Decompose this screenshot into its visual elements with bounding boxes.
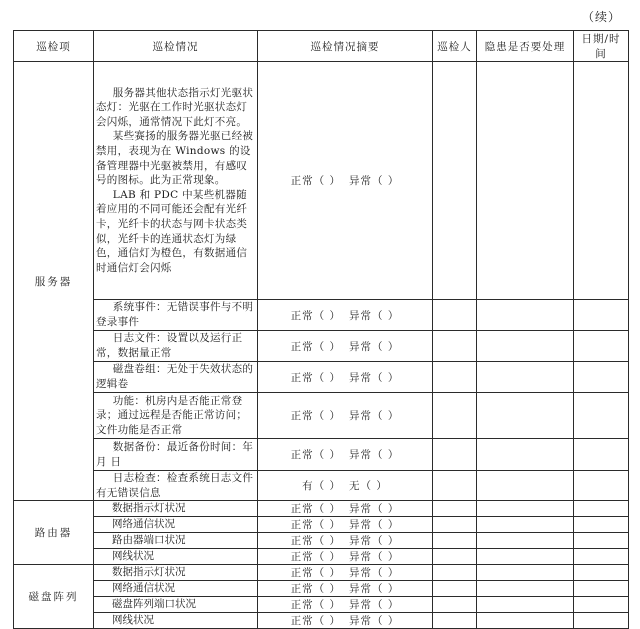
datetime-cell[interactable] [574, 549, 629, 565]
condition-text: 日志检查：检查系统日志文件有无错误信息 [96, 472, 254, 499]
condition-cell: 网络通信状况 [94, 581, 258, 597]
summary-cell [258, 549, 433, 565]
condition-cell [94, 393, 258, 439]
table-row [14, 549, 629, 565]
condition-cell [94, 331, 258, 362]
datetime-cell[interactable] [574, 581, 629, 597]
table-row [14, 300, 629, 331]
summary-cell [258, 501, 433, 517]
condition-cell: 路由器端口状况 [94, 533, 258, 549]
abnormal-option[interactable]: 异常（ ） [349, 503, 400, 516]
hazard-cell[interactable] [477, 597, 574, 613]
hazard-cell[interactable] [477, 581, 574, 597]
inspector-cell[interactable] [433, 300, 477, 331]
summary-cell [258, 533, 433, 549]
table-row [14, 501, 629, 517]
normal-option[interactable]: 正常（ ） [290, 551, 341, 564]
abnormal-option[interactable]: 异常（ ） [349, 309, 400, 322]
no-option[interactable]: 无（ ） [349, 480, 388, 493]
datetime-cell[interactable] [574, 439, 629, 471]
condition-text: 数据备份：最近备份时间：年 月 日 [96, 440, 254, 468]
hazard-cell[interactable] [477, 613, 574, 629]
hazard-cell[interactable] [477, 533, 574, 549]
hazard-cell[interactable] [477, 471, 574, 501]
header-inspector: 巡检人 [433, 31, 477, 62]
condition-paragraph: 某些赛扬的服务器光驱已经被禁用，表现为在 Windows 的设备管理器中光驱被禁用，有感叹号的图标。此为正常现象。 [96, 130, 254, 187]
item-server: 服务器 [14, 62, 94, 501]
condition-text: 功能：机房内是否能正常登录；通过远程是否能正常访问；文件功能是否正常 [96, 394, 248, 436]
header-condition: 巡检情况 [94, 31, 258, 62]
abnormal-option[interactable]: 异常（ ） [349, 535, 400, 548]
condition-cell [94, 362, 258, 393]
summary-cell [258, 331, 433, 362]
header-item: 巡检项 [14, 31, 94, 62]
condition-cell: 数据指示灯状况 [94, 565, 258, 581]
inspector-cell[interactable] [433, 533, 477, 549]
inspector-cell[interactable] [433, 439, 477, 471]
table-row [14, 597, 629, 613]
condition-cell [94, 62, 258, 300]
hazard-cell[interactable] [477, 565, 574, 581]
header-hazard: 隐患是否要处理 [477, 31, 574, 62]
summary-cell [258, 362, 433, 393]
inspector-cell[interactable] [433, 471, 477, 501]
condition-text: 系统事件：无错误事件与不明登录事件 [96, 301, 254, 328]
inspector-cell[interactable] [433, 517, 477, 533]
condition-cell: 磁盘阵列端口状况 [94, 597, 258, 613]
datetime-cell[interactable] [574, 300, 629, 331]
datetime-cell[interactable] [574, 517, 629, 533]
normal-option[interactable]: 正常（ ） [290, 309, 341, 322]
header-row [14, 31, 629, 62]
normal-option[interactable]: 正常（ ） [290, 175, 341, 187]
inspector-cell[interactable] [433, 597, 477, 613]
condition-cell: 网线状况 [94, 613, 258, 629]
normal-option[interactable]: 正常（ ） [290, 535, 341, 548]
table-row [14, 471, 629, 501]
header-datetime: 日期/时间 [574, 31, 629, 62]
abnormal-option[interactable]: 异常（ ） [349, 410, 400, 422]
summary-cell [258, 565, 433, 581]
table-row [14, 613, 629, 629]
abnormal-option[interactable]: 异常（ ） [349, 551, 400, 564]
abnormal-option[interactable]: 异常（ ） [349, 371, 400, 384]
inspector-cell[interactable] [433, 393, 477, 439]
datetime-cell[interactable] [574, 331, 629, 362]
table-row [14, 439, 629, 471]
inspector-cell[interactable] [433, 581, 477, 597]
summary-cell [258, 597, 433, 613]
table-row [14, 331, 629, 362]
abnormal-option[interactable]: 异常（ ） [349, 567, 400, 580]
inspector-cell[interactable] [433, 565, 477, 581]
normal-option[interactable]: 正常（ ） [290, 599, 341, 612]
table-row [14, 581, 629, 597]
normal-option[interactable]: 正常（ ） [290, 410, 341, 422]
inspector-cell[interactable] [433, 501, 477, 517]
datetime-cell[interactable] [574, 501, 629, 517]
abnormal-option[interactable]: 异常（ ） [349, 519, 400, 532]
table-row [14, 517, 629, 533]
header-summary: 巡检情况摘要 [258, 31, 433, 62]
condition-text: 磁盘卷组：无处于失效状态的逻辑卷 [96, 363, 254, 390]
table-row [14, 362, 629, 393]
abnormal-option[interactable]: 异常（ ） [349, 340, 400, 353]
inspector-cell[interactable] [433, 549, 477, 565]
summary-cell [258, 471, 433, 501]
abnormal-option[interactable]: 异常（ ） [349, 615, 400, 628]
normal-option[interactable]: 正常（ ） [290, 371, 341, 384]
datetime-cell[interactable] [574, 362, 629, 393]
abnormal-option[interactable]: 异常（ ） [349, 449, 400, 461]
condition-cell [94, 439, 258, 471]
table-row [14, 62, 629, 300]
inspector-cell[interactable] [433, 362, 477, 393]
condition-text: 日志文件：设置以及运行正常，数据量正常 [96, 332, 243, 359]
hazard-cell[interactable] [477, 362, 574, 393]
abnormal-option[interactable]: 异常（ ） [349, 583, 400, 596]
summary-cell [258, 581, 433, 597]
table-row [14, 565, 629, 581]
condition-paragraph: LAB 和 PDC 中某些机器随着应用的不同可能还会配有光纤卡，光纤卡的状态与网卡状态类似，光纤卡的连通状态灯为绿色，通信灯为橙色，有数据通信时通信灯会闪烁 [96, 188, 248, 274]
hazard-cell[interactable] [477, 393, 574, 439]
hazard-cell[interactable] [477, 501, 574, 517]
hazard-cell[interactable] [477, 439, 574, 471]
condition-cell [94, 471, 258, 501]
abnormal-option[interactable]: 异常（ ） [349, 599, 400, 612]
normal-option[interactable]: 正常（ ） [290, 449, 341, 461]
normal-option[interactable]: 正常（ ） [290, 567, 341, 580]
normal-option[interactable]: 正常（ ） [290, 615, 341, 628]
item-disk-array: 磁盘阵列 [14, 565, 94, 629]
normal-option[interactable]: 正常（ ） [290, 583, 341, 596]
datetime-cell[interactable] [574, 62, 629, 300]
hazard-cell[interactable] [477, 517, 574, 533]
condition-cell: 网线状况 [94, 549, 258, 565]
continued-mark: （续） [582, 10, 622, 24]
datetime-cell[interactable] [574, 565, 629, 581]
hazard-cell[interactable] [477, 300, 574, 331]
inspection-table [13, 30, 629, 629]
hazard-cell[interactable] [477, 549, 574, 565]
summary-cell [258, 517, 433, 533]
summary-cell [258, 613, 433, 629]
hazard-cell[interactable] [477, 62, 574, 300]
datetime-cell[interactable] [574, 613, 629, 629]
datetime-cell[interactable] [574, 393, 629, 439]
inspector-cell[interactable] [433, 331, 477, 362]
table-row [14, 393, 629, 439]
normal-option[interactable]: 正常（ ） [290, 340, 341, 353]
condition-paragraph: 服务器其他状态指示灯光驱状态灯：光驱在工作时光驱状态灯会闪烁，通常情况下此灯不亮。 [96, 86, 254, 128]
normal-option[interactable]: 正常（ ） [290, 503, 341, 516]
datetime-cell[interactable] [574, 597, 629, 613]
summary-cell [258, 300, 433, 331]
summary-cell [258, 439, 433, 471]
abnormal-option[interactable]: 异常（ ） [349, 175, 400, 187]
normal-option[interactable]: 正常（ ） [290, 519, 341, 532]
inspector-cell[interactable] [433, 62, 477, 300]
hazard-cell[interactable] [477, 331, 574, 362]
inspector-cell[interactable] [433, 613, 477, 629]
item-router: 路由器 [14, 501, 94, 565]
condition-cell [94, 300, 258, 331]
table-row [14, 533, 629, 549]
datetime-cell[interactable] [574, 533, 629, 549]
summary-cell [258, 393, 433, 439]
condition-cell: 数据指示灯状况 [94, 501, 258, 517]
datetime-cell[interactable] [574, 471, 629, 501]
condition-cell: 网络通信状况 [94, 517, 258, 533]
summary-cell [258, 62, 433, 300]
yes-option[interactable]: 有（ ） [302, 480, 341, 493]
